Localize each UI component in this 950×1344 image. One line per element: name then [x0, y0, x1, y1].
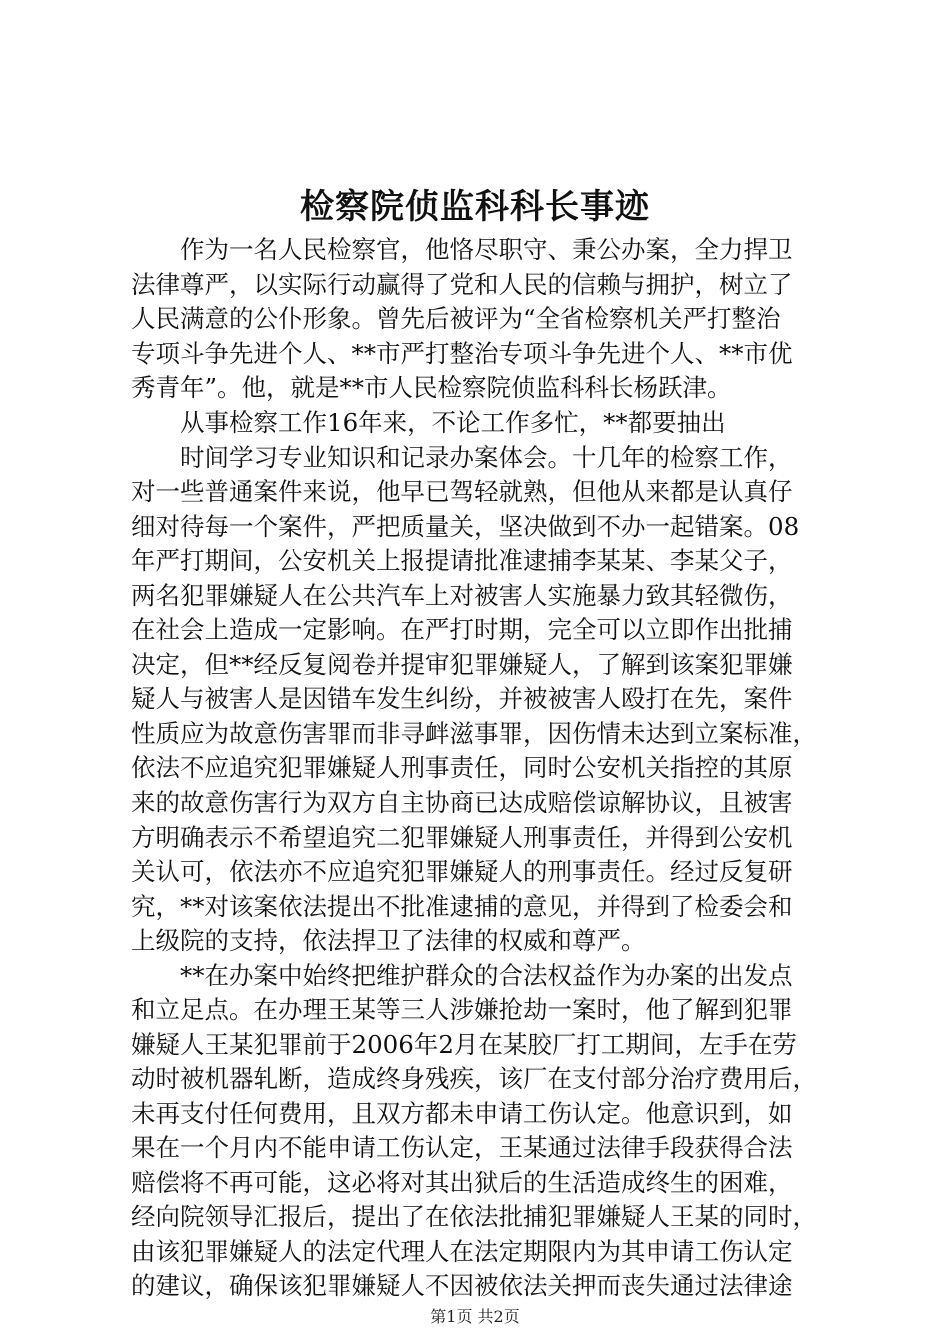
text-line: 秀青年”。他，就是**市人民检察院侦监科科长杨跃津。	[131, 373, 732, 402]
text-line: 决定，但**经反复阅卷并提审犯罪嫌疑人，了解到该案犯罪嫌	[131, 650, 793, 679]
text-line: 法律尊严，以实际行动赢得了党和人民的信赖与拥护，树立了	[131, 270, 793, 299]
text-line: 究，**对该案依法提出不批准逮捕的意见，并得到了检委会和	[131, 892, 793, 921]
text-line: 对一些普通案件来说，他早已驾轻就熟，但他从来都是认真仔	[131, 477, 793, 506]
text-line: 嫌疑人王某犯罪前于2006年2月在某胶厂打工期间，左手在劳	[131, 1030, 797, 1059]
text-line: 专项斗争先进个人、**市严打整治专项斗争先进个人、**市优	[131, 339, 793, 368]
text-line: 的建议，确保该犯罪嫌疑人不因被依法关押而丧失通过法律途	[131, 1271, 793, 1300]
text-line: 在社会上造成一定影响。在严打时期，完全可以立即作出批捕	[131, 615, 793, 644]
text-line: **在办案中始终把维护群众的合法权益作为办案的出发点	[180, 961, 793, 990]
text-line: 果在一个月内不能申请工伤认定，王某通过法律手段获得合法	[131, 1133, 793, 1162]
text-line: 时间学习专业知识和记录办案体会。十几年的检察工作，	[180, 443, 793, 472]
text-line: 作为一名人民检察官，他恪尽职守、秉公办案，全力捍卫	[180, 235, 793, 264]
text-line: 年严打期间，公安机关上报提请批准逮捕李某某、李某父子，	[131, 546, 793, 575]
page-number-footer: 第1页 共2页	[430, 1307, 520, 1326]
text-line: 人民满意的公仆形象。曾先后被评为“全省检察机关严打整治	[131, 304, 781, 333]
text-line: 从事检察工作16年来，不论工作多忙，**都要抽出	[180, 408, 726, 437]
text-line: 两名犯罪嫌疑人在公共汽车上对被害人实施暴力致其轻微伤，	[131, 581, 793, 610]
text-line: 依法不应追究犯罪嫌疑人刑事责任，同时公安机关指控的其原	[131, 753, 793, 782]
text-line: 动时被机器轧断，造成终身残疾，该厂在支付部分治疗费用后，	[131, 1064, 817, 1093]
text-line: 赔偿将不再可能，这必将对其出狱后的生活造成终生的困难，	[131, 1168, 793, 1197]
text-line: 关认可，依法亦不应追究犯罪嫌疑人的刑事责任。经过反复研	[131, 857, 793, 886]
text-line: 细对待每一个案件，严把质量关，坚决做到不办一起错案。08	[131, 512, 800, 541]
text-line: 方明确表示不希望追究二犯罪嫌疑人刑事责任，并得到公安机	[131, 823, 793, 852]
text-line: 疑人与被害人是因错车发生纠纷，并被被害人殴打在先，案件	[131, 684, 793, 713]
document-title: 检察院侦监科科长事迹	[300, 187, 650, 227]
text-line: 由该犯罪嫌疑人的法定代理人在法定期限内为其申请工伤认定	[131, 1237, 793, 1266]
text-line: 经向院领导汇报后，提出了在依法批捕犯罪嫌疑人王某的同时，	[131, 1202, 817, 1231]
text-line: 上级院的支持，依法捍卫了法律的权威和尊严。	[131, 926, 646, 955]
text-line: 性质应为故意伤害罪而非寻衅滋事罪，因伤情未达到立案标准，	[131, 719, 817, 748]
text-line: 和立足点。在办理王某等三人涉嫌抢劫一案时，他了解到犯罪	[131, 995, 793, 1024]
text-line: 未再支付任何费用，且双方都未申请工伤认定。他意识到，如	[131, 1099, 793, 1128]
text-line: 来的故意伤害行为双方自主协商已达成赔偿谅解协议，且被害	[131, 788, 793, 817]
